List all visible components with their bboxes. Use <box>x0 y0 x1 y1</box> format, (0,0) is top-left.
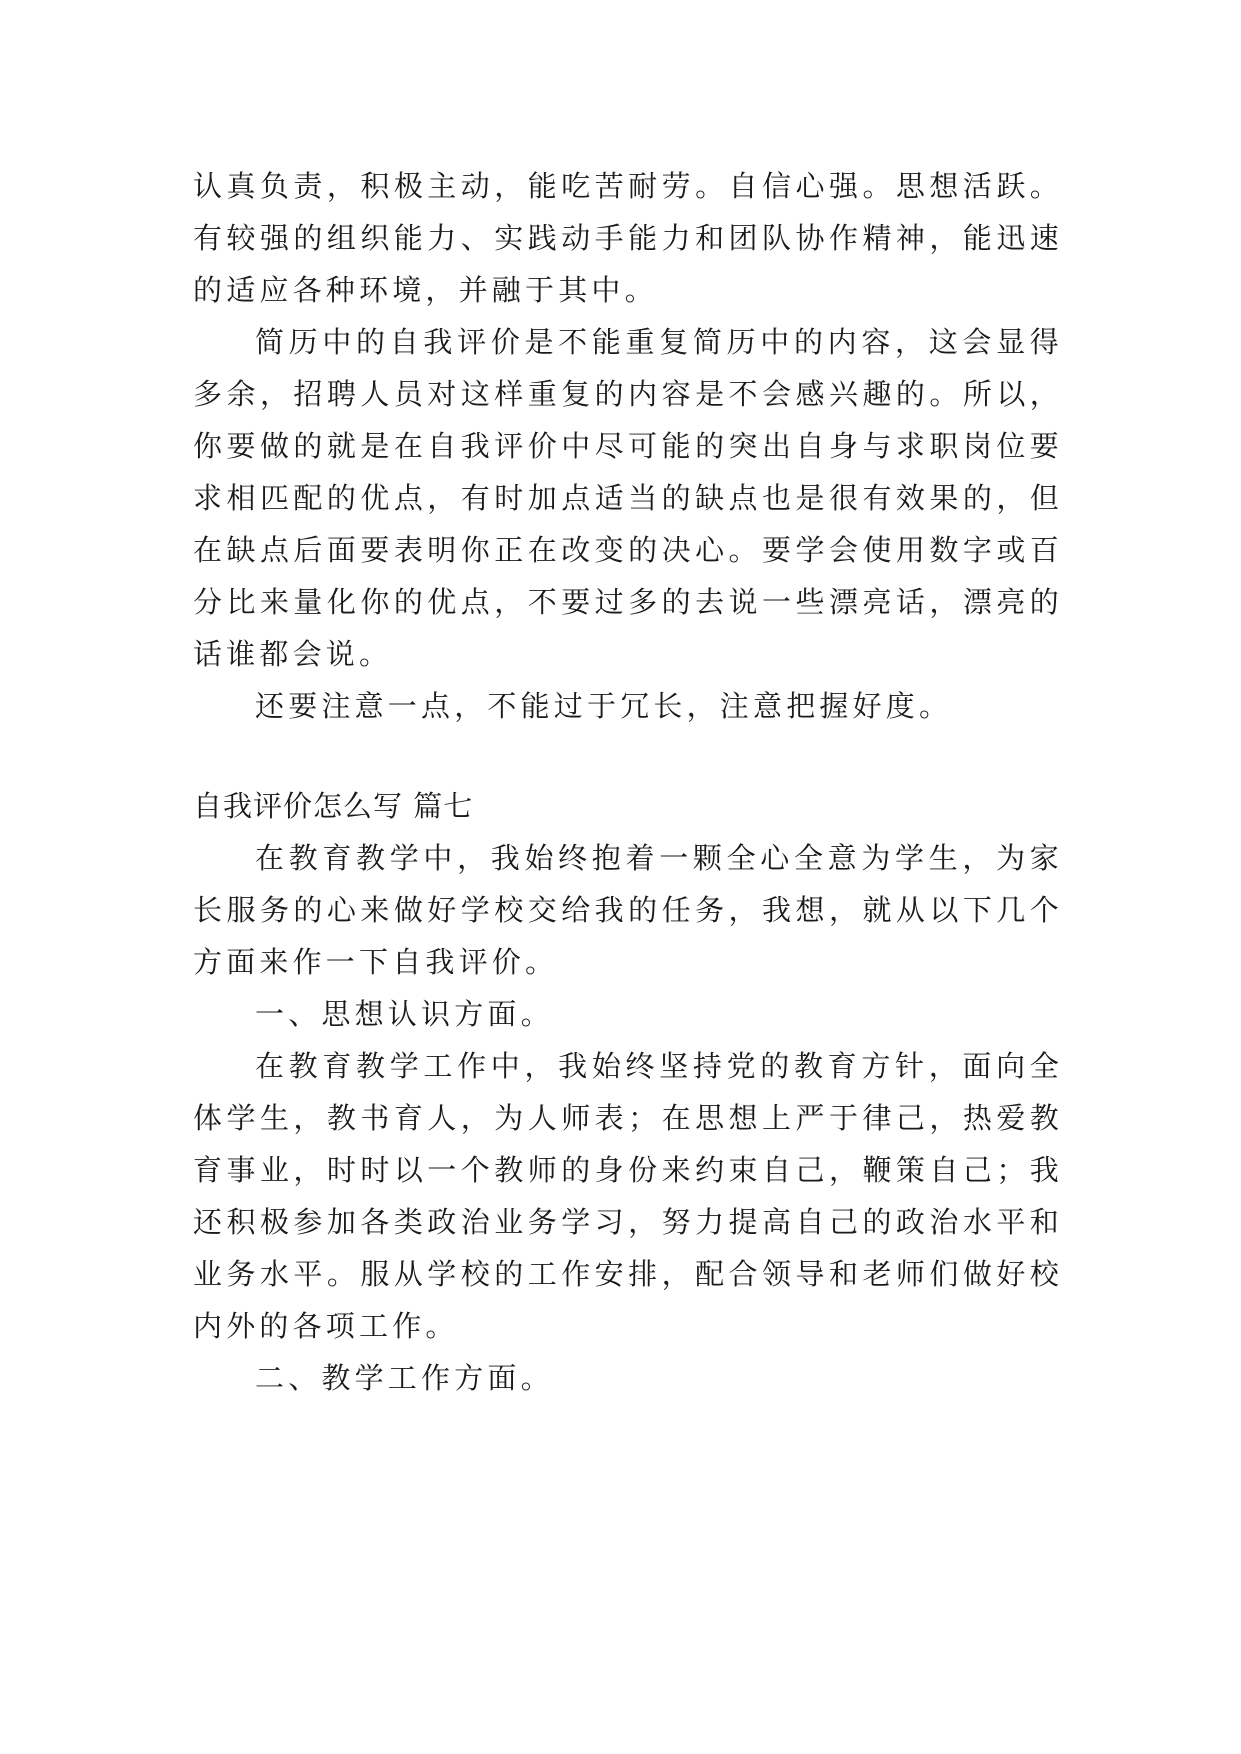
paragraph-ideology: 在教育教学工作中，我始终坚持党的教育方针，面向全体学生，教书育人，为人师表；在思想上严于律己，热爱教育事业，时时以一个教师的身份来约束自己，鞭策自己；我还积极参加各类政治业务学习，努力提高自己的政治水平和业务水平。服从学校的工作安排，配合领导和老师们做好校内外的各项工作。 <box>193 1049 1063 1343</box>
paragraph-teaching-intro: 在教育教学中，我始终抱着一颗全心全意为学生，为家长服务的心来做好学校交给我的任务，我想，就从以下几个方面来作一下自我评价。 <box>193 841 1063 979</box>
subheading-ideology: 一、思想认识方面。 <box>255 997 554 1031</box>
document-page <box>193 160 1063 1404</box>
subheading-teaching-work: 二、教学工作方面。 <box>255 1361 554 1395</box>
paragraph-resume-advice: 简历中的自我评价是不能重复简历中的内容，这会显得多余，招聘人员对这样重复的内容是不会感兴趣的。所以，你要做的就是在自我评价中尽可能的突出自身与求职岗位要求相匹配的优点，有时加点适当的缺点也是很有效果的，但在缺点后面要表明你正在改变的决心。要学会使用数字或百分比来量化你的优点，不要过多的去说一些漂亮话，漂亮的话谁都会说。 <box>193 325 1063 671</box>
section-heading: 自我评价怎么写 篇七 <box>193 789 474 823</box>
paragraph-intro-traits: 认真负责，积极主动，能吃苦耐劳。自信心强。思想活跃。有较强的组织能力、实践动手能力和团队协作精神，能迅速的适应各种环境，并融于其中。 <box>193 169 1063 307</box>
paragraph-length-note: 还要注意一点，不能过于冗长，注意把握好度。 <box>255 689 953 723</box>
section-spacer <box>193 732 1063 780</box>
